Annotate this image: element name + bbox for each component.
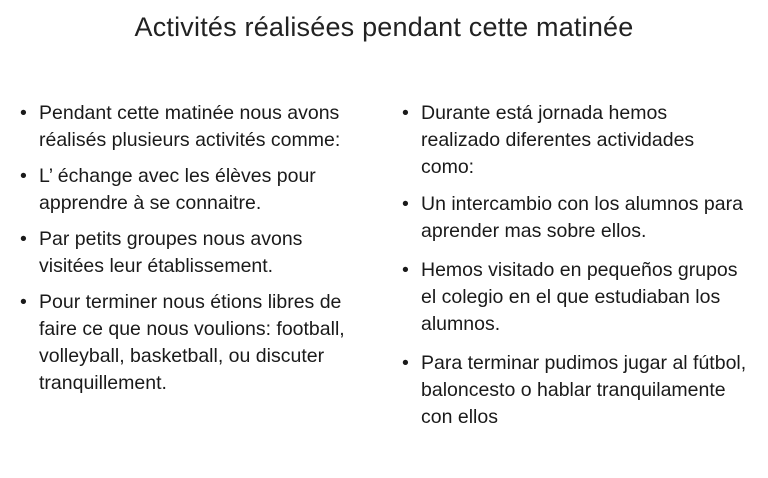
list-item bbox=[400, 257, 750, 338]
list-item-text: Durante está jornada hemos realizado diferentes actividades como: bbox=[421, 102, 695, 178]
bullet-icon: • bbox=[20, 165, 27, 187]
list-item bbox=[400, 100, 750, 181]
french-bullet-list bbox=[18, 100, 368, 406]
list-item-text: Un intercambio con los alumnos para aprender mas sobre ellos. bbox=[421, 193, 743, 242]
list-item bbox=[18, 163, 368, 217]
bullet-icon: • bbox=[20, 102, 27, 124]
bullet-icon: • bbox=[20, 291, 27, 313]
slide-title: Activités réalisées pendant cette matinée bbox=[134, 12, 634, 42]
list-item bbox=[400, 350, 750, 431]
list-item-text: Hemos visitado en pequeños grupos el colegio en el que estudiaban los alumnos. bbox=[421, 259, 738, 335]
list-item bbox=[18, 289, 368, 397]
list-item-text: Par petits groupes nous avons visitées leur établissement. bbox=[39, 228, 303, 277]
bullet-icon: • bbox=[402, 259, 409, 281]
list-item-text: Pendant cette matinée nous avons réalisés plusieurs activités comme: bbox=[39, 102, 341, 151]
spanish-bullet-list bbox=[400, 100, 750, 440]
bullet-icon: • bbox=[20, 228, 27, 250]
bullet-icon: • bbox=[402, 102, 409, 124]
list-item bbox=[400, 191, 750, 245]
list-item-text: Para terminar pudimos jugar al fútbol, baloncesto o hablar tranquilamente con ellos bbox=[421, 352, 747, 428]
bullet-icon: • bbox=[402, 352, 409, 374]
list-item bbox=[18, 100, 368, 154]
list-item-text: Pour terminer nous étions libres de faire ce que nous voulions: football, volleyball, basketball, ou discuter tranquillement. bbox=[39, 291, 345, 394]
list-item-text: L’ échange avec les élèves pour apprendre à se connaitre. bbox=[39, 165, 316, 214]
list-item bbox=[18, 226, 368, 280]
bullet-icon: • bbox=[402, 193, 409, 215]
